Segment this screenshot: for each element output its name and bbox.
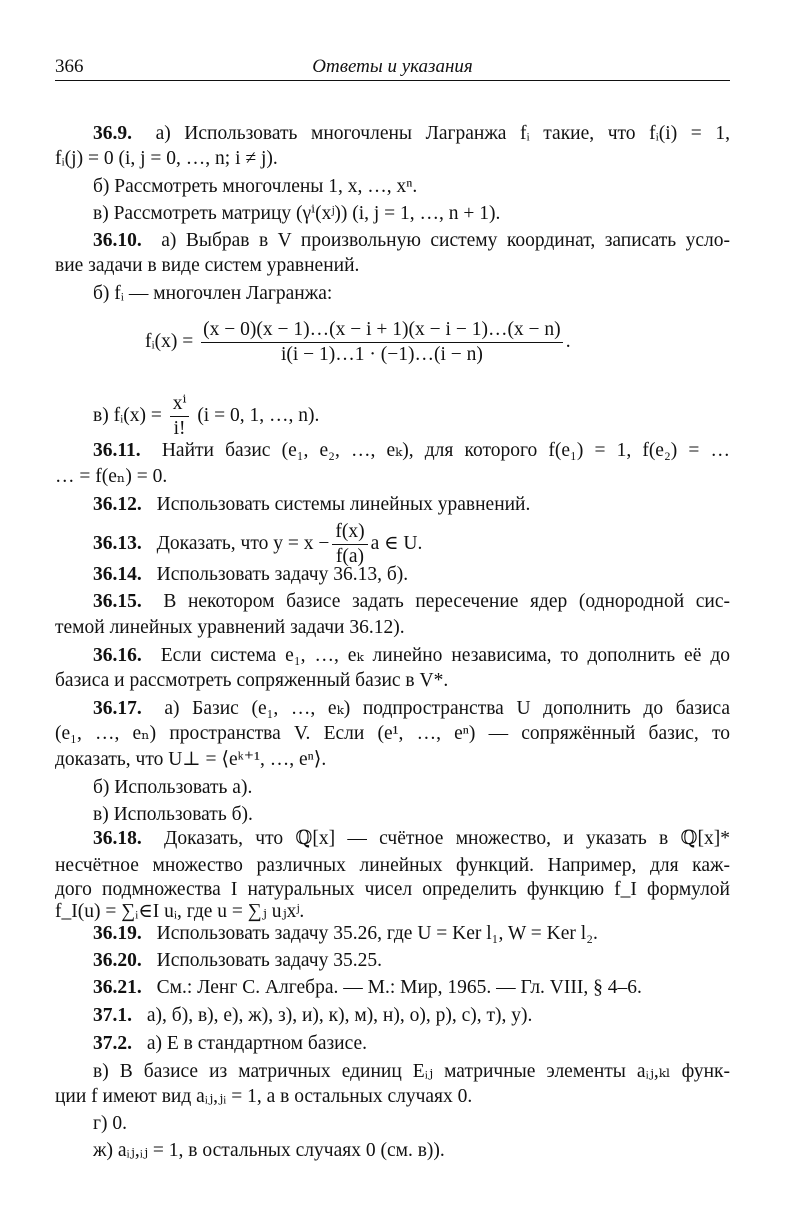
formula-lhs: fᵢ(x) = <box>145 330 194 352</box>
line-text: ж) aᵢⱼ,ᵢⱼ = 1, в остальных случаях 0 (см. в)). <box>93 1140 445 1161</box>
text-line <box>93 976 730 1000</box>
lagrange-formula <box>145 318 571 367</box>
line-text: (e₁, …, eₙ) пространства V. Если (e¹, …, eⁿ) — сопряжённый базис, то <box>55 723 730 744</box>
line-text: а) E в стандартном базисе. <box>146 1033 368 1054</box>
text-line <box>93 282 730 306</box>
text-line <box>55 669 730 693</box>
item-number: 36.13. <box>93 532 142 554</box>
formula-denominator: i(i − 1)…1 · (−1)…(i − n) <box>280 344 483 365</box>
item-number: 36.10. <box>93 230 142 251</box>
text-line <box>93 776 730 800</box>
line-text: базиса и рассмотреть сопряженный базис в V*. <box>55 670 449 691</box>
text-line <box>93 1060 730 1084</box>
line-text: Доказать, что ℚ[x] — счётное множество, и указать в ℚ[x]* <box>164 828 730 849</box>
text-line <box>93 803 730 827</box>
text-line <box>93 922 730 946</box>
item-number: 36.20. <box>93 950 142 971</box>
text-line <box>93 439 730 463</box>
text-line <box>93 122 730 146</box>
item-number: 36.11. <box>93 440 141 461</box>
text-line <box>55 1085 730 1109</box>
line-text: Использовать системы линейных уравнений. <box>156 494 531 515</box>
fraction-denominator: f(a) <box>335 546 365 567</box>
item-number: 36.18. <box>93 828 142 849</box>
fraction-denominator: i! <box>173 418 186 439</box>
line-text: а) Базис (e₁, …, eₖ) подпространства U дополнить до базиса <box>164 698 730 719</box>
line-text: а) Использовать многочлены Лагранжа fᵢ такие, что fᵢ(i) = 1, <box>155 123 730 144</box>
text-line <box>55 254 730 278</box>
line-text: г) 0. <box>93 1113 127 1134</box>
fraction <box>170 392 190 441</box>
line-text: Использовать задачу 36.13, б). <box>156 564 409 585</box>
text-line <box>55 900 730 924</box>
text-line <box>93 1112 730 1136</box>
text-line <box>93 1004 730 1028</box>
line-text: в) В базисе из матричных единиц Eᵢⱼ матричные элементы aᵢⱼ,ₖₗ функ- <box>93 1061 730 1082</box>
item-number: 36.17. <box>93 698 142 719</box>
line-text: fᵢ(j) = 0 (i, j = 0, …, n; i ≠ j). <box>55 148 278 169</box>
line-text: б) fᵢ — многочлен Лагранжа: <box>93 283 333 304</box>
line-text: в) Использовать б). <box>93 804 253 825</box>
text-line <box>55 465 730 489</box>
text-line <box>55 878 730 902</box>
item-36-13 <box>93 520 730 569</box>
formula-fraction <box>201 318 563 367</box>
fraction-numerator: f(x) <box>332 520 367 545</box>
item-number: 36.15. <box>93 591 142 612</box>
line-text: ции f имеют вид aᵢⱼ,ⱼᵢ = 1, а в остальных случаях 0. <box>55 1086 473 1107</box>
formula-end: . <box>565 330 571 352</box>
item-number: 37.1. <box>93 1005 132 1026</box>
item-number: 36.12. <box>93 494 142 515</box>
line-text: доказать, что U⊥ = ⟨eᵏ⁺¹, …, eⁿ⟩. <box>55 749 327 770</box>
page-number: 366 <box>55 56 84 77</box>
line-text: Найти базис (e₁, e₂, …, eₖ), для которого f(e₁) = 1, f(e₂) = … <box>161 440 730 461</box>
text-line <box>93 949 730 973</box>
line-text: а) Выбрав в V произвольную систему координат, записать усло- <box>161 230 730 251</box>
text-line <box>93 644 730 668</box>
text-line <box>93 1139 730 1163</box>
header-rule <box>55 80 730 81</box>
line-text: а), б), в), е), ж), з), и), к), м), н), о), р), с), т), у). <box>146 1005 533 1026</box>
line-text: вие задачи в виде систем уравнений. <box>55 255 360 276</box>
item-number: 36.16. <box>93 645 142 666</box>
text-line <box>55 854 730 878</box>
text-line <box>93 697 730 721</box>
text-line <box>93 493 730 517</box>
text-line <box>93 590 730 614</box>
line-text: в) Рассмотреть матрицу (γⁱ(xʲ)) (i, j = 1, …, n + 1). <box>93 203 501 224</box>
line-text: б) Рассмотреть многочлены 1, x, …, xⁿ. <box>93 176 418 197</box>
item-text: a ∈ U. <box>370 532 423 554</box>
item-text: в) fᵢ(x) = <box>93 404 162 426</box>
line-text: f_I(u) = ∑ᵢ∈I uᵢ, где u = ∑ⱼ uⱼxʲ. <box>55 901 305 922</box>
line-text: Если система e₁, …, eₖ линейно независима, то дополнить её до <box>160 645 730 666</box>
item-text: Доказать, что y = x − <box>156 532 330 554</box>
line-text: б) Использовать а). <box>93 777 253 798</box>
text-line <box>55 748 730 772</box>
line-text: несчётное множество различных линейных функций. Например, для каж- <box>55 855 730 876</box>
line-text: Использовать задачу 35.25. <box>156 950 382 971</box>
line-text: См.: Ленг С. Алгебра. — М.: Мир, 1965. — Гл. VIII, § 4–6. <box>156 977 642 998</box>
text-line <box>93 827 730 851</box>
item-number: 36.14. <box>93 564 142 585</box>
text-line <box>55 722 730 746</box>
item-number: 36.21. <box>93 977 142 998</box>
text-line <box>93 175 730 199</box>
item-36-10-v <box>93 392 730 441</box>
text-line <box>55 147 730 171</box>
item-number: 37.2. <box>93 1033 132 1054</box>
text-line <box>55 616 730 640</box>
formula-numerator: (x − 0)(x − 1)…(x − i + 1)(x − i − 1)…(x − n) <box>201 318 563 343</box>
line-text: дого подмножества I натуральных чисел определить функцию f_I формулой <box>55 879 730 900</box>
line-text: Использовать задачу 35.26, где U = Ker l₁, W = Ker l₂. <box>156 923 598 944</box>
item-text: (i = 0, 1, …, n). <box>197 404 320 426</box>
line-text: темой линейных уравнений задачи 36.12). <box>55 617 405 638</box>
text-line <box>93 202 730 226</box>
text-line <box>93 229 730 253</box>
text-line <box>93 1032 730 1056</box>
fraction <box>332 520 367 569</box>
line-text: … = f(eₙ) = 0. <box>55 466 168 487</box>
item-number: 36.19. <box>93 923 142 944</box>
line-text: В некотором базисе задать пересечение ядер (однородной сис- <box>163 591 730 612</box>
fraction-numerator: xⁱ <box>170 392 190 417</box>
item-number: 36.9. <box>93 123 132 144</box>
running-header-title: Ответы и указания <box>312 56 473 77</box>
